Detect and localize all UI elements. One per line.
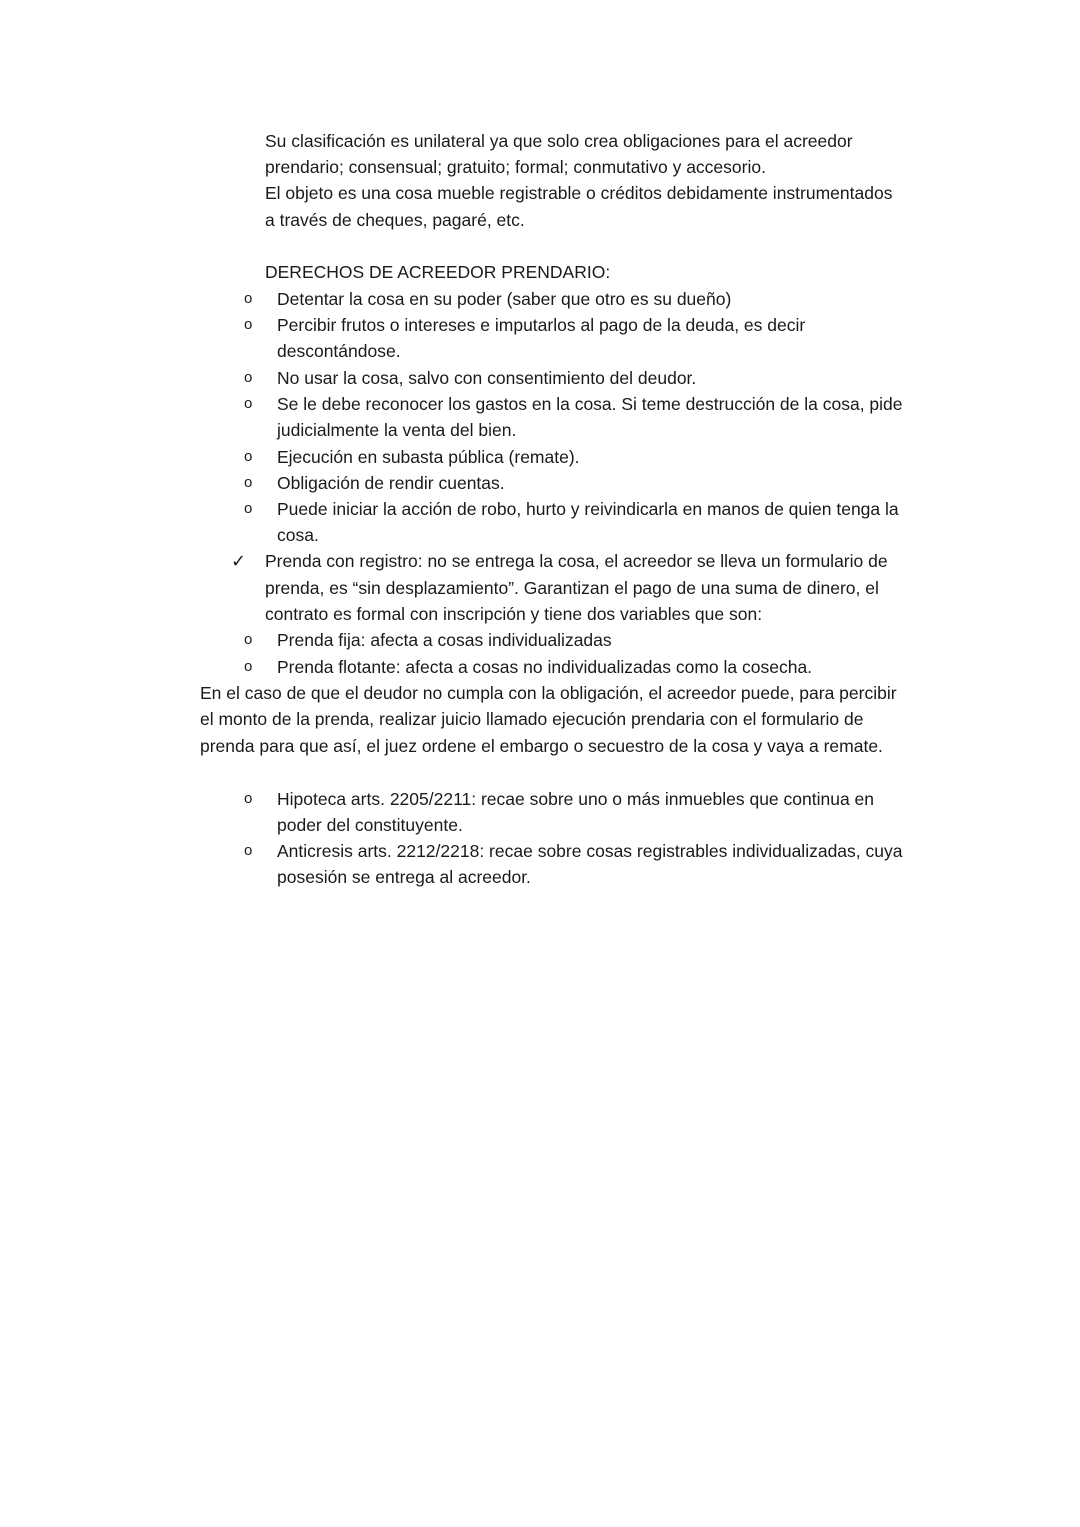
registered-pledge-line-2: prenda, es “sin desplazamiento”. Garantizan el pago de una suma de dinero, el bbox=[265, 578, 879, 598]
default-paragraph-line-1: En el caso de que el deudor no cumpla con la obligación, el acreedor puede, para percibir bbox=[200, 683, 897, 703]
bullet-icon: o bbox=[244, 631, 253, 648]
default-paragraph-line-3: prenda para que así, el juez ordene el embargo o secuestro de la cosa y vaya a remate. bbox=[200, 736, 883, 756]
bullet-icon: o bbox=[244, 500, 253, 517]
anticresis-line-1: Anticresis arts. 2212/2218: recae sobre cosas registrables individualizadas, cuya bbox=[277, 841, 903, 861]
rights-item-4-line-2: judicialmente la venta del bien. bbox=[277, 420, 517, 440]
bullet-icon: o bbox=[244, 395, 253, 412]
rights-heading: DERECHOS DE ACREEDOR PRENDARIO: bbox=[265, 262, 611, 282]
rights-item-2-line-2: descontándose. bbox=[277, 341, 401, 361]
bullet-icon: o bbox=[244, 842, 253, 859]
anticresis-line-2: posesión se entrega al acreedor. bbox=[277, 867, 531, 887]
bullet-icon: o bbox=[244, 790, 253, 807]
rights-item-7-line-2: cosa. bbox=[277, 525, 319, 545]
bullet-icon: o bbox=[244, 290, 253, 307]
bullet-icon: o bbox=[244, 369, 253, 386]
registered-pledge-line-1: Prenda con registro: no se entrega la cosa, el acreedor se lleva un formulario de bbox=[265, 551, 888, 571]
rights-item-6-line-1: Obligación de rendir cuentas. bbox=[277, 473, 505, 493]
rights-item-1-line-1: Detentar la cosa en su poder (saber que otro es su dueño) bbox=[277, 289, 732, 309]
intro-line-4: a través de cheques, pagaré, etc. bbox=[265, 210, 525, 230]
pledge-type-floating: Prenda flotante: afecta a cosas no individualizadas como la cosecha. bbox=[277, 657, 813, 677]
intro-line-2: prendario; consensual; gratuito; formal; conmutativo y accesorio. bbox=[265, 157, 766, 177]
intro-line-1: Su clasificación es unilateral ya que solo crea obligaciones para el acreedor bbox=[265, 131, 853, 151]
checkmark-icon: ✓ bbox=[231, 551, 247, 571]
bullet-icon: o bbox=[244, 448, 253, 465]
hipoteca-line-2: poder del constituyente. bbox=[277, 815, 463, 835]
pledge-type-fixed: Prenda fija: afecta a cosas individualizadas bbox=[277, 630, 612, 650]
rights-item-7-line-1: Puede iniciar la acción de robo, hurto y reivindicarla en manos de quien tenga la bbox=[277, 499, 899, 519]
bullet-icon: o bbox=[244, 658, 253, 675]
rights-item-5-line-1: Ejecución en subasta pública (remate). bbox=[277, 447, 580, 467]
rights-item-2-line-1: Percibir frutos o intereses e imputarlos al pago de la deuda, es decir bbox=[277, 315, 806, 335]
intro-line-3: El objeto es una cosa mueble registrable o créditos debidamente instrumentados bbox=[265, 183, 893, 203]
bullet-icon: o bbox=[244, 316, 253, 333]
registered-pledge-line-3: contrato es formal con inscripción y tiene dos variables que son: bbox=[265, 604, 763, 624]
rights-item-3-line-1: No usar la cosa, salvo con consentimiento del deudor. bbox=[277, 368, 697, 388]
rights-item-4-line-1: Se le debe reconocer los gastos en la cosa. Si teme destrucción de la cosa, pide bbox=[277, 394, 903, 414]
default-paragraph-line-2: el monto de la prenda, realizar juicio llamado ejecución prendaria con el formulario de bbox=[200, 709, 864, 729]
bullet-icon: o bbox=[244, 474, 253, 491]
hipoteca-line-1: Hipoteca arts. 2205/2211: recae sobre uno o más inmuebles que continua en bbox=[277, 789, 875, 809]
